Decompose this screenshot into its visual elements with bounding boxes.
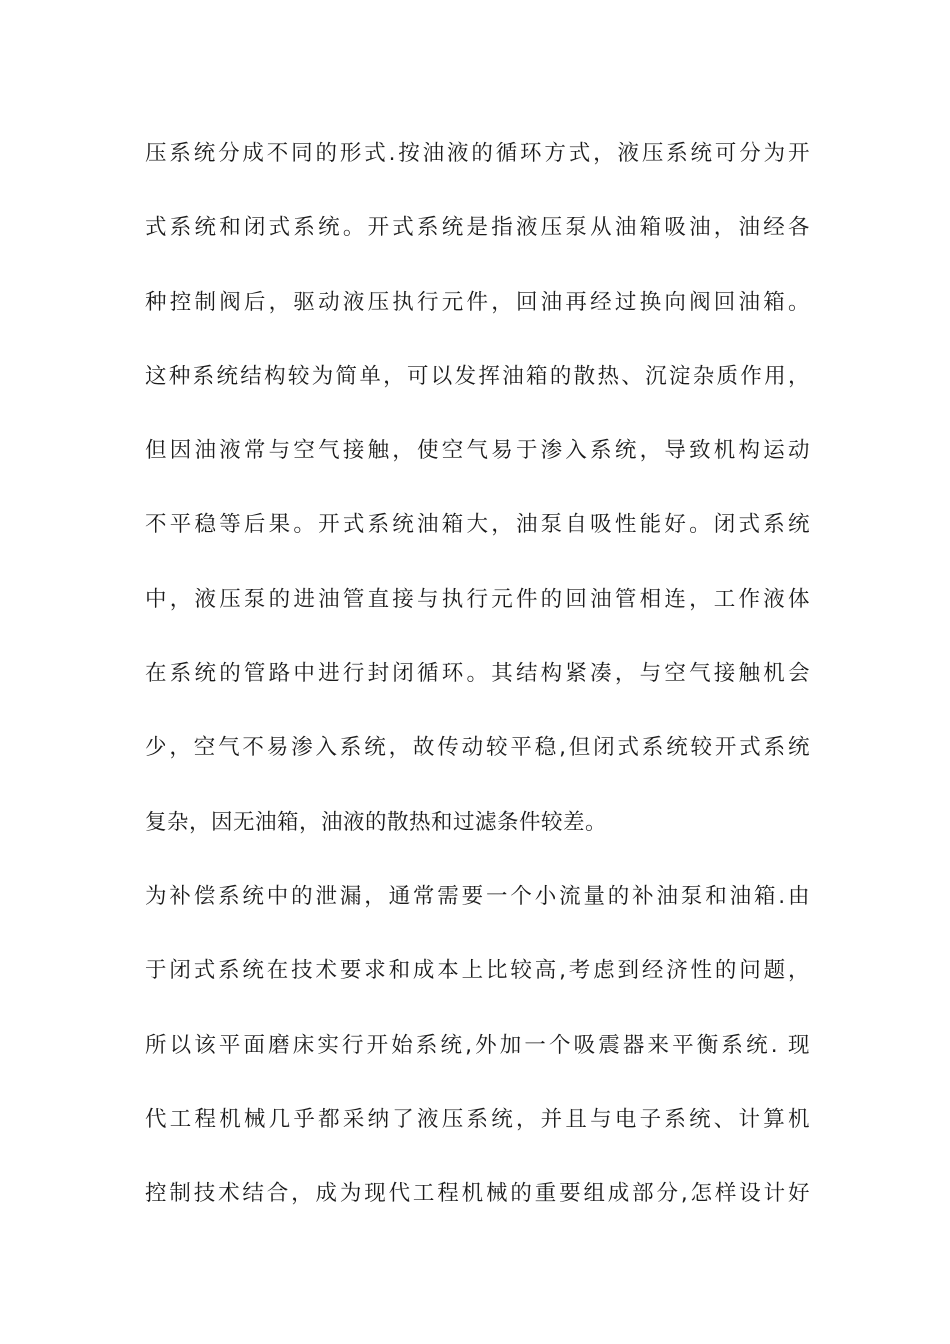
text-line: 复杂，因无油箱，油液的散热和过滤条件较差。 <box>145 809 608 835</box>
text-line: 式系统和闭式系统。开式系统是指液压泵从油箱吸油，油经各 <box>145 215 810 241</box>
text-line: 为补偿系统中的泄漏，通常需要一个小流量的补油泵和油箱.由 <box>145 883 810 909</box>
text-line: 控制技术结合，成为现代工程机械的重要组成部分,怎样设计好 <box>145 1181 810 1207</box>
text-line: 但因油液常与空气接触，使空气易于渗入系统，导致机构运动 <box>145 438 810 464</box>
text-line: 所以该平面磨床实行开始系统,外加一个吸震器来平衡系统. 现 <box>145 1032 810 1058</box>
text-line: 少，空气不易渗入系统，故传动较平稳,但闭式系统较开式系统 <box>145 735 810 761</box>
text-line: 代工程机械几乎都采纳了液压系统，并且与电子系统、计算机 <box>145 1106 810 1132</box>
text-line: 中，液压泵的进油管直接与执行元件的回油管相连，工作液体 <box>145 586 810 612</box>
text-line: 于闭式系统在技术要求和成本上比较高,考虑到经济性的问题， <box>145 958 810 984</box>
text-line: 不平稳等后果。开式系统油箱大，油泵自吸性能好。闭式系统 <box>145 512 810 538</box>
text-line: 压系统分成不同的形式.按油液的循环方式，液压系统可分为开 <box>145 141 810 166</box>
body-text <box>145 132 810 1246</box>
text-line: 在系统的管路中进行封闭循环。其结构紧凑，与空气接触机会 <box>145 661 810 687</box>
text-line: 这种系统结构较为简单，可以发挥油箱的散热、沉淀杂质作用， <box>145 363 810 389</box>
text-line: 种控制阀后，驱动液压执行元件，回油再经过换向阀回油箱。 <box>145 289 810 315</box>
